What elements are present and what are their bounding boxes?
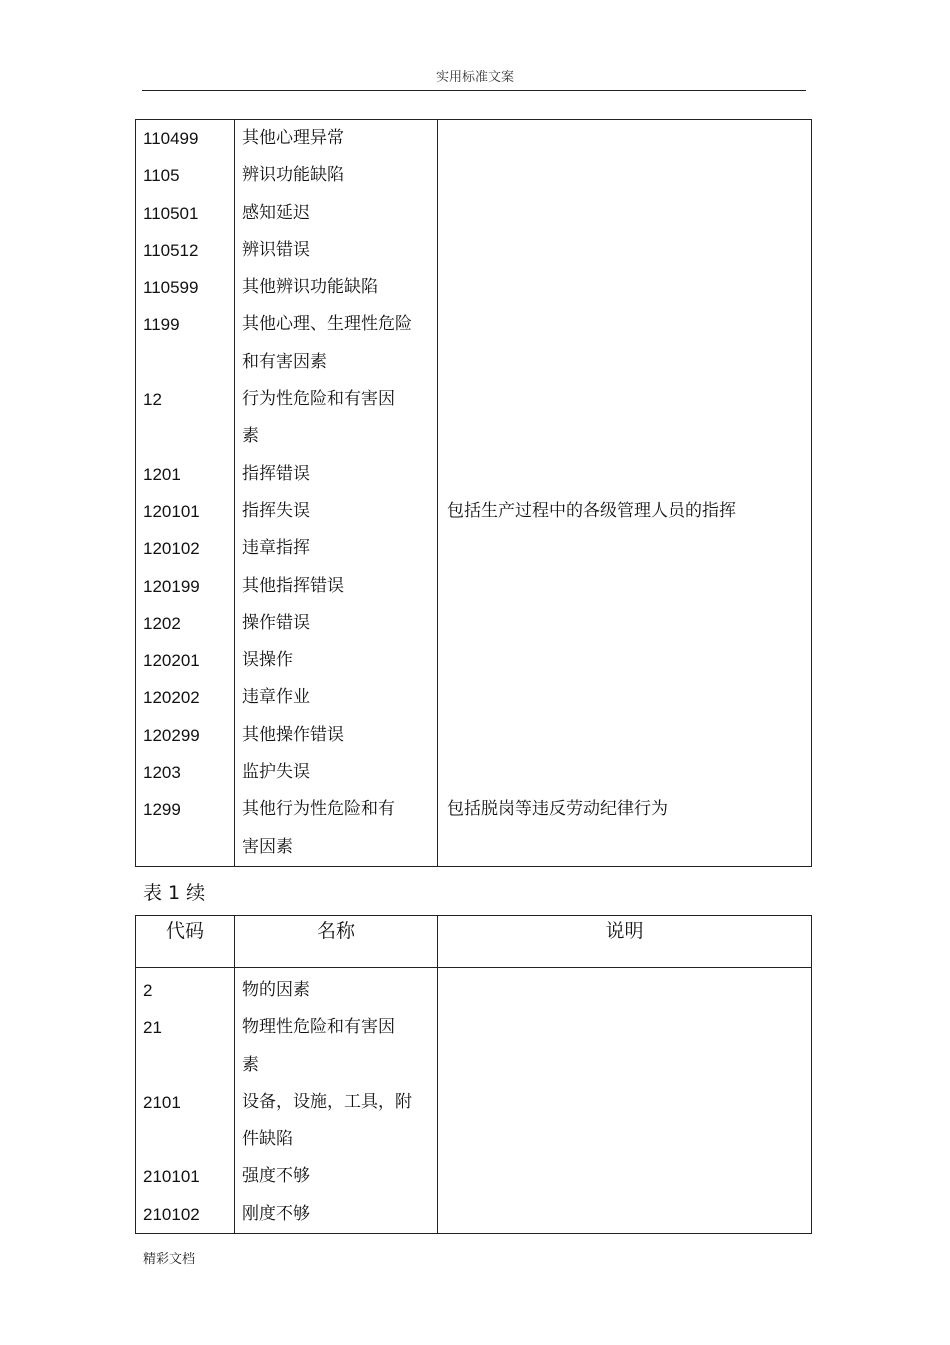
page-header-title: 实用标准文案 — [435, 70, 514, 85]
table-row — [136, 605, 812, 642]
hazard-table-part-2 — [135, 915, 812, 1234]
table-row — [136, 195, 812, 232]
table-row — [136, 679, 812, 716]
table-row — [136, 1121, 812, 1158]
cell-name: 其他心理、生理性危险 — [235, 306, 438, 343]
cell-desc — [438, 120, 812, 158]
cell-code: 110599 — [136, 269, 235, 306]
cell-code: 210102 — [136, 1196, 235, 1234]
cell-name: 违章作业 — [235, 679, 438, 716]
cell-name: 感知延迟 — [235, 195, 438, 232]
table-row — [136, 754, 812, 791]
column-header-name: 名称 — [235, 916, 438, 968]
cell-desc — [438, 679, 812, 716]
cell-desc: 包括生产过程中的各级管理人员的指挥 — [438, 493, 812, 530]
cell-desc — [438, 269, 812, 306]
column-header-code: 代码 — [136, 916, 235, 968]
table-row — [136, 120, 812, 158]
table-row — [136, 642, 812, 679]
cell-code: 1203 — [136, 754, 235, 791]
table-filler-cell — [438, 866, 812, 867]
table-row — [136, 1009, 812, 1046]
cell-code: 1105 — [136, 157, 235, 194]
cell-name: 刚度不够 — [235, 1196, 438, 1234]
cell-code: 120101 — [136, 493, 235, 530]
cell-code: 110501 — [136, 195, 235, 232]
cell-name: 误操作 — [235, 642, 438, 679]
cell-desc — [438, 456, 812, 493]
cell-name: 物理性危险和有害因 — [235, 1009, 438, 1046]
cell-desc — [438, 972, 812, 1009]
cell-code — [136, 829, 235, 866]
cell-name: 指挥错误 — [235, 456, 438, 493]
cell-name: 害因素 — [235, 829, 438, 866]
cell-desc — [438, 232, 812, 269]
cell-code — [136, 1121, 235, 1158]
table-filler-row — [136, 866, 812, 867]
table-filler-cell — [136, 866, 235, 867]
table-row — [136, 306, 812, 343]
cell-code: 120201 — [136, 642, 235, 679]
table-row — [136, 1158, 812, 1195]
cell-desc: 包括脱岗等违反劳动纪律行为 — [438, 791, 812, 828]
cell-desc — [438, 418, 812, 455]
table-row — [136, 717, 812, 754]
cell-name: 和有害因素 — [235, 344, 438, 381]
cell-desc — [438, 829, 812, 866]
cell-name: 操作错误 — [235, 605, 438, 642]
table-row — [136, 269, 812, 306]
cell-desc — [438, 754, 812, 791]
cell-code: 1201 — [136, 456, 235, 493]
cell-name: 其他行为性危险和有 — [235, 791, 438, 828]
table-row — [136, 791, 812, 828]
table-row — [136, 1047, 812, 1084]
cell-code: 120102 — [136, 530, 235, 567]
cell-name: 其他操作错误 — [235, 717, 438, 754]
cell-desc — [438, 157, 812, 194]
table-header-row — [136, 916, 812, 968]
cell-desc — [438, 605, 812, 642]
cell-name: 物的因素 — [235, 972, 438, 1009]
cell-desc — [438, 306, 812, 343]
cell-desc — [438, 1121, 812, 1158]
cell-name: 素 — [235, 1047, 438, 1084]
cell-desc — [438, 642, 812, 679]
table-row — [136, 493, 812, 530]
cell-name: 其他辨识功能缺陷 — [235, 269, 438, 306]
page-footer-text: 精彩文档 — [143, 1252, 196, 1267]
cell-name: 辨识错误 — [235, 232, 438, 269]
cell-code: 21 — [136, 1009, 235, 1046]
table-row — [136, 530, 812, 567]
cell-code: 1299 — [136, 791, 235, 828]
cell-desc — [438, 1196, 812, 1234]
cell-code: 1202 — [136, 605, 235, 642]
table-row — [136, 1084, 812, 1121]
cell-name: 监护失误 — [235, 754, 438, 791]
cell-code: 2 — [136, 972, 235, 1009]
table-caption: 表 1 续 — [143, 882, 206, 904]
table-row — [136, 829, 812, 866]
cell-code: 110499 — [136, 120, 235, 158]
hazard-table-part-1-body — [136, 120, 812, 867]
cell-code — [136, 1047, 235, 1084]
cell-name: 素 — [235, 418, 438, 455]
cell-name: 违章指挥 — [235, 530, 438, 567]
table-row — [136, 568, 812, 605]
cell-desc — [438, 1047, 812, 1084]
cell-desc — [438, 717, 812, 754]
cell-desc — [438, 195, 812, 232]
cell-code: 2101 — [136, 1084, 235, 1121]
cell-desc — [438, 344, 812, 381]
cell-name: 设备，设施，工具，附 — [235, 1084, 438, 1121]
cell-code — [136, 418, 235, 455]
cell-desc — [438, 1084, 812, 1121]
cell-name: 强度不够 — [235, 1158, 438, 1195]
cell-code: 110512 — [136, 232, 235, 269]
cell-desc — [438, 381, 812, 418]
table-row — [136, 418, 812, 455]
table-filler-cell — [235, 866, 438, 867]
cell-name: 其他指挥错误 — [235, 568, 438, 605]
cell-code: 1199 — [136, 306, 235, 343]
cell-desc — [438, 1158, 812, 1195]
cell-name: 件缺陷 — [235, 1121, 438, 1158]
table-row — [136, 456, 812, 493]
cell-code: 120299 — [136, 717, 235, 754]
cell-code: 12 — [136, 381, 235, 418]
header-divider — [142, 90, 806, 91]
hazard-table-part-2-body — [136, 968, 812, 1234]
table-row — [136, 232, 812, 269]
column-header-desc: 说明 — [438, 916, 812, 968]
cell-code: 210101 — [136, 1158, 235, 1195]
cell-code — [136, 344, 235, 381]
hazard-table-part-1 — [135, 119, 812, 867]
cell-name: 指挥失误 — [235, 493, 438, 530]
cell-desc — [438, 1009, 812, 1046]
cell-desc — [438, 530, 812, 567]
table-row — [136, 344, 812, 381]
cell-name: 行为性危险和有害因 — [235, 381, 438, 418]
cell-code: 120199 — [136, 568, 235, 605]
table-row — [136, 381, 812, 418]
cell-code: 120202 — [136, 679, 235, 716]
table-row — [136, 1196, 812, 1234]
cell-name: 其他心理异常 — [235, 120, 438, 158]
cell-name: 辨识功能缺陷 — [235, 157, 438, 194]
cell-desc — [438, 568, 812, 605]
table-row — [136, 972, 812, 1009]
table-row — [136, 157, 812, 194]
